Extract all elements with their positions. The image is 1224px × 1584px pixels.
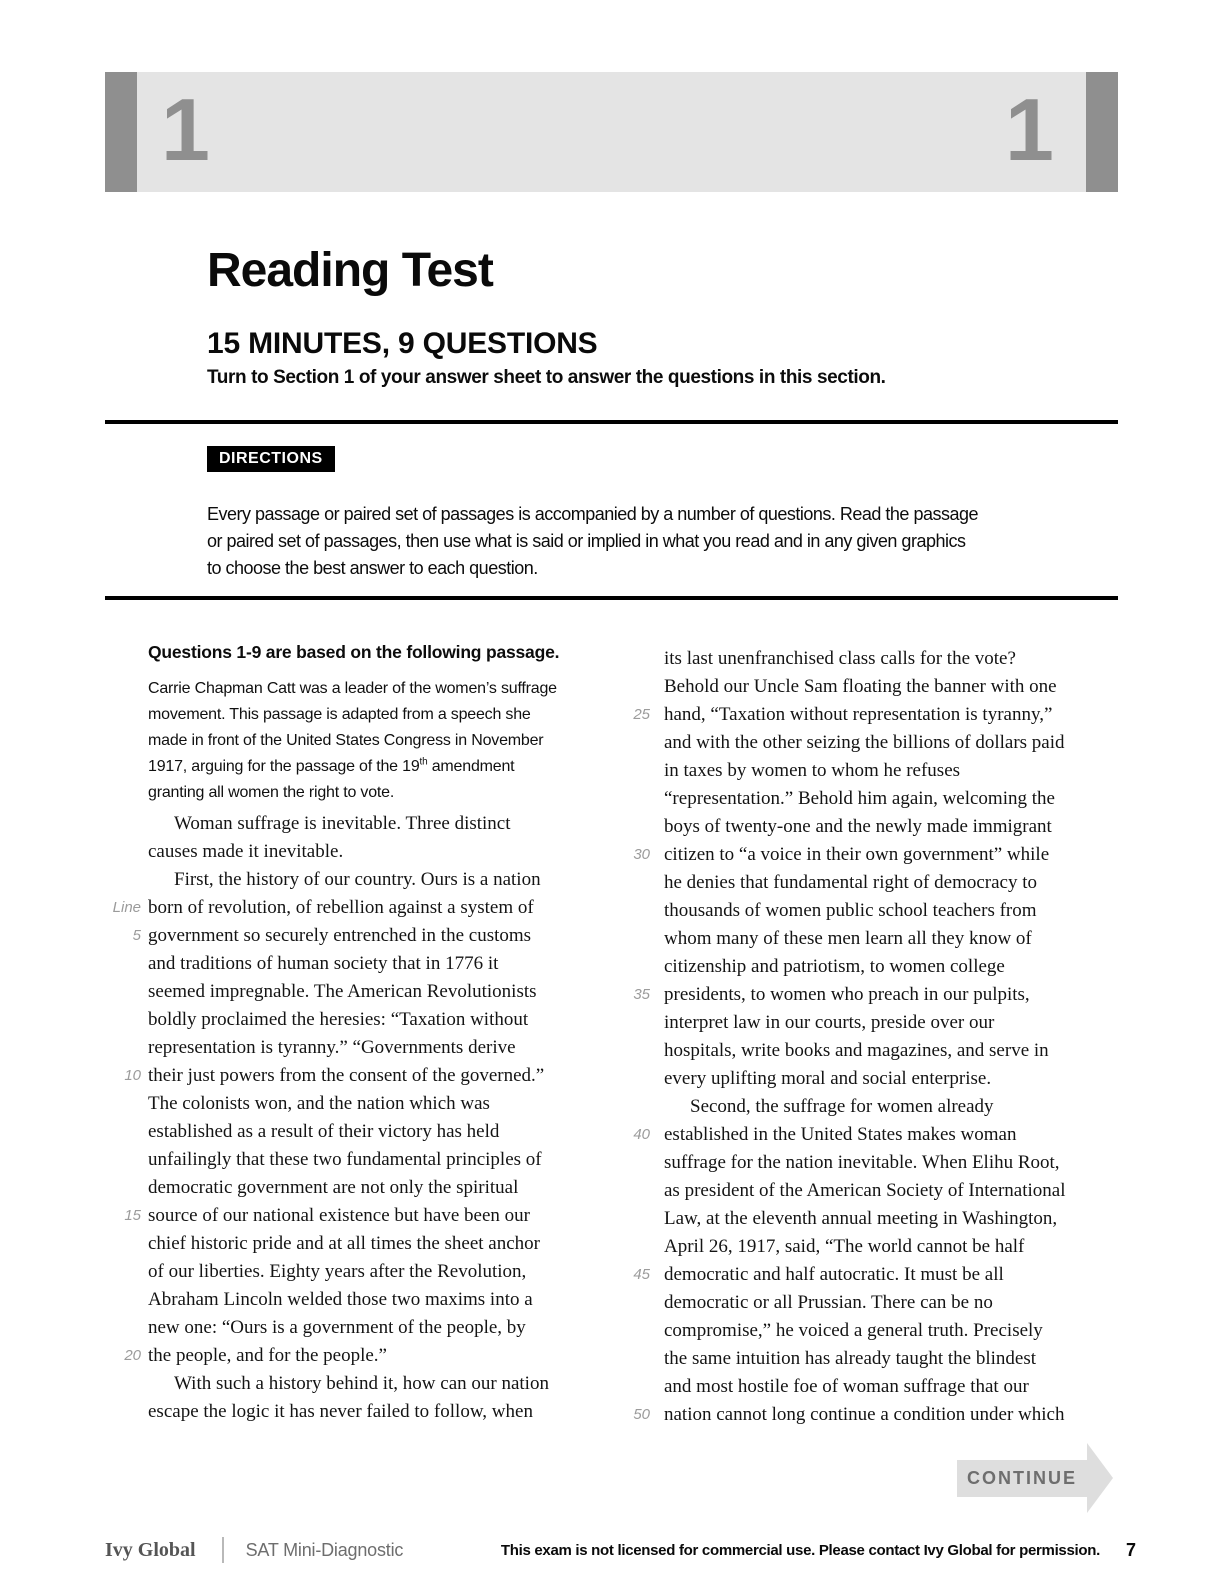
- footer-separator: [222, 1537, 224, 1563]
- line-number: [612, 1317, 650, 1345]
- passage-line-text: boys of twenty-one and the newly made immigrant: [664, 816, 1052, 837]
- line-number: 15: [124, 1207, 141, 1224]
- section-duration: 15 MINUTES, 9 QUESTIONS: [207, 327, 598, 360]
- passage-line: [105, 950, 549, 978]
- line-number: [612, 1205, 650, 1233]
- continue-label: CONTINUE: [967, 1468, 1077, 1488]
- line-number: [612, 1177, 650, 1205]
- line-number: [612, 925, 650, 953]
- passage-line-text: the same intuition has already taught the blindest: [664, 1348, 1036, 1369]
- passage-line: [612, 897, 1066, 925]
- passage-line-text: causes made it inevitable.: [148, 841, 344, 862]
- footer-right: [501, 1540, 1136, 1561]
- passage-line-text: Behold our Uncle Sam floating the banner with one: [664, 676, 1057, 697]
- passage-line-text: every uplifting moral and social enterprise.: [664, 1068, 992, 1089]
- passage-line: [105, 978, 549, 1006]
- passage-line-text: government so securely entrenched in the customs: [148, 925, 532, 946]
- passage-line-text: he denies that fundamental right of democracy to: [664, 872, 1038, 893]
- page-number: 7: [1125, 1539, 1136, 1560]
- line-number: [612, 785, 650, 813]
- passage-line: [612, 757, 1066, 785]
- passage-column-right: [612, 645, 1066, 1429]
- passage-line: [612, 1317, 1066, 1345]
- line-number: [612, 869, 650, 897]
- line-number: 25: [633, 706, 650, 723]
- line-number: 5: [132, 927, 141, 944]
- directions-label: DIRECTIONS: [207, 446, 335, 472]
- passage-line: [612, 1373, 1066, 1401]
- line-number: [612, 1373, 650, 1401]
- passage-line: [612, 701, 1066, 729]
- passage-line: [612, 925, 1066, 953]
- passage-line-text: April 26, 1917, said, “The world cannot be half: [664, 1236, 1025, 1257]
- line-number: [105, 1118, 141, 1146]
- line-number: [612, 729, 650, 757]
- line-number: 35: [633, 986, 650, 1003]
- intro-line: Carrie Chapman Catt was a leader of the women’s suffrage: [148, 680, 557, 697]
- bottom-divider: [105, 596, 1118, 600]
- line-number: 40: [633, 1126, 650, 1143]
- line-number: [105, 1174, 141, 1202]
- passage-line-text: hospitals, write books and magazines, and serve in: [664, 1040, 1049, 1061]
- passage-line-text: source of our national existence but have been our: [148, 1205, 530, 1226]
- passage-line-text: democratic government are not only the spiritual: [148, 1177, 519, 1198]
- questions-header: Questions 1-9 are based on the following passage.: [148, 642, 560, 662]
- passage-line: [105, 1202, 549, 1230]
- line-number: 10: [124, 1067, 141, 1084]
- passage-intro: [148, 676, 557, 806]
- passage-line: [612, 1401, 1066, 1429]
- line-number: [612, 1009, 650, 1037]
- passage-line-text: “representation.” Behold him again, welcoming the: [664, 788, 1055, 809]
- passage-line: [105, 1090, 549, 1118]
- line-number: [612, 757, 650, 785]
- passage-line: [612, 1037, 1066, 1065]
- passage-line-text: suffrage for the nation inevitable. When Elihu Root,: [664, 1152, 1060, 1173]
- line-number: [105, 978, 141, 1006]
- passage-line-text: Woman suffrage is inevitable. Three distinct: [174, 813, 511, 834]
- passage-line-text: presidents, to women who preach in our pulpits,: [664, 984, 1030, 1005]
- passage-line: [612, 1345, 1066, 1373]
- line-number: [612, 1093, 650, 1121]
- line-number: [105, 1398, 141, 1426]
- passage-line-text: democratic or all Prussian. There can be no: [664, 1292, 993, 1313]
- passage-line: [105, 894, 549, 922]
- passage-line: [612, 1149, 1066, 1177]
- line-number: [105, 866, 141, 894]
- passage-line: [105, 838, 549, 866]
- passage-line: [612, 729, 1066, 757]
- line-number: [612, 1345, 650, 1373]
- passage-line: [612, 869, 1066, 897]
- passage-line: [612, 841, 1066, 869]
- passage-line: [105, 1174, 549, 1202]
- passage-line-text: as president of the American Society of International: [664, 1180, 1066, 1201]
- passage-line: [612, 645, 1066, 673]
- passage-line: [612, 1121, 1066, 1149]
- line-number: [612, 1065, 650, 1093]
- passage-column-left: [105, 810, 549, 1426]
- banner-left-bar: [105, 72, 137, 192]
- directions-line: to choose the best answer to each question.: [207, 558, 538, 578]
- passage-line-text: escape the logic it has never failed to follow, when: [148, 1401, 533, 1422]
- passage-line: [612, 813, 1066, 841]
- passage-line-text: the people, and for the people.”: [148, 1345, 387, 1366]
- passage-line-text: chief historic pride and at all times the sheet anchor: [148, 1233, 540, 1254]
- line-number: [612, 1233, 650, 1261]
- passage-line-text: The colonists won, and the nation which was: [148, 1093, 490, 1114]
- line-number: [105, 810, 141, 838]
- passage-line-text: First, the history of our country. Ours is a nation: [174, 869, 541, 890]
- passage-line: [612, 953, 1066, 981]
- passage-line-text: of our liberties. Eighty years after the Revolution,: [148, 1261, 527, 1282]
- directions-text: [207, 501, 978, 582]
- brand-logo: Ivy Global: [105, 1538, 196, 1561]
- line-number: 50: [633, 1406, 650, 1423]
- passage-line-text: compromise,” he voiced a general truth. Precisely: [664, 1320, 1043, 1341]
- passage-line: [612, 1289, 1066, 1317]
- passage-line-text: nation cannot long continue a condition under which: [664, 1404, 1065, 1425]
- passage-line-text: citizen to “a voice in their own government” while: [664, 844, 1050, 865]
- passage-line: [612, 1065, 1066, 1093]
- line-number: [105, 950, 141, 978]
- passage-line: [105, 1006, 549, 1034]
- intro-line: made in front of the United States Congress in November: [148, 732, 544, 749]
- passage-line-text: in taxes by women to whom he refuses: [664, 760, 961, 781]
- line-number: [612, 1149, 650, 1177]
- passage-line: [105, 866, 549, 894]
- passage-line: [105, 1342, 549, 1370]
- passage-line-text: boldly proclaimed the heresies: “Taxation without: [148, 1009, 529, 1030]
- passage-line-text: its last unenfranchised class calls for the vote?: [664, 648, 1016, 669]
- passage-line: [612, 1093, 1066, 1121]
- passage-line: [612, 1261, 1066, 1289]
- passage-line: [612, 1009, 1066, 1037]
- passage-line: [105, 1398, 549, 1426]
- line-number: [105, 1034, 141, 1062]
- page-title: Reading Test: [207, 244, 493, 297]
- section-banner: [105, 72, 1118, 192]
- line-number: [612, 673, 650, 701]
- passage-line-text: Abraham Lincoln welded those two maxims into a: [148, 1289, 533, 1310]
- passage-line-text: born of revolution, of rebellion against a system of: [148, 897, 534, 918]
- banner-right-bar: [1086, 72, 1118, 192]
- passage-line-text: thousands of women public school teachers from: [664, 900, 1037, 921]
- passage-line-text: hand, “Taxation without representation is tyranny,”: [664, 704, 1053, 725]
- passage-line-text: seemed impregnable. The American Revolutionists: [148, 981, 537, 1002]
- license-notice: This exam is not licensed for commercial use. Please contact Ivy Global for permission.: [500, 1541, 1100, 1559]
- intro-line: 1917, arguing for the passage of the 19th amendment: [148, 756, 515, 775]
- passage-line-text: interpret law in our courts, preside over our: [664, 1012, 995, 1033]
- passage-line: [105, 1118, 549, 1146]
- passage-line-text: representation is tyranny.” “Governments derive: [148, 1037, 516, 1058]
- passage-line-text: new one: “Ours is a government of the people, by: [148, 1317, 526, 1338]
- line-number: [612, 1037, 650, 1065]
- passage-line: [105, 810, 549, 838]
- passage-line: [105, 1230, 549, 1258]
- line-number: [105, 1006, 141, 1034]
- line-number: [105, 1286, 141, 1314]
- line-number: [105, 1146, 141, 1174]
- line-number: [612, 645, 650, 673]
- section-number-right: 1: [1005, 80, 1054, 179]
- line-number: [105, 838, 141, 866]
- passage-line: [105, 1258, 549, 1286]
- passage-line: [105, 1034, 549, 1062]
- line-number: [612, 813, 650, 841]
- passage-line: [612, 1177, 1066, 1205]
- line-number: [612, 897, 650, 925]
- passage-line-text: citizenship and patriotism, to women college: [664, 956, 1005, 977]
- passage-line-text: and traditions of human society that in 1776 it: [148, 953, 499, 974]
- passage-line-text: democratic and half autocratic. It must be all: [664, 1264, 1004, 1285]
- passage-line: [105, 1062, 549, 1090]
- intro-line: movement. This passage is adapted from a speech she: [148, 706, 531, 723]
- passage-line-text: their just powers from the consent of the governed.”: [148, 1065, 545, 1086]
- passage-line: [105, 1314, 549, 1342]
- passage-line-text: unfailingly that these two fundamental principles of: [148, 1149, 542, 1170]
- passage-line: [105, 1286, 549, 1314]
- line-number: 20: [124, 1347, 141, 1364]
- passage-line-text: Law, at the eleventh annual meeting in Washington,: [664, 1208, 1058, 1229]
- passage-line-text: Second, the suffrage for women already: [690, 1096, 994, 1117]
- continue-arrow-icon: [1087, 1443, 1113, 1513]
- intro-line: granting all women the right to vote.: [148, 784, 395, 801]
- passage-line: [612, 981, 1066, 1009]
- line-number: [612, 953, 650, 981]
- line-number: [105, 1370, 141, 1398]
- page-footer: [105, 1534, 1136, 1566]
- passage-line: [612, 1205, 1066, 1233]
- superscript-th: th: [419, 756, 428, 768]
- directions-line: Every passage or paired set of passages is accompanied by a number of questions. Read the passage: [207, 504, 978, 524]
- line-number: 30: [633, 846, 650, 863]
- answer-sheet-instruction: Turn to Section 1 of your answer sheet to answer the questions in this section.: [207, 367, 886, 388]
- line-number: 45: [633, 1266, 650, 1283]
- passage-line: [105, 1370, 549, 1398]
- passage-line: [612, 1233, 1066, 1261]
- passage-line: [105, 922, 549, 950]
- top-divider: [105, 420, 1118, 424]
- line-number: [105, 1314, 141, 1342]
- passage-line: [105, 1146, 549, 1174]
- product-name: SAT Mini-Diagnostic: [245, 1539, 404, 1560]
- line-number: [105, 1090, 141, 1118]
- passage-line-text: established as a result of their victory has held: [148, 1121, 500, 1142]
- passage-line-text: With such a history behind it, how can our nation: [174, 1373, 549, 1394]
- line-number: [612, 1289, 650, 1317]
- passage-line: [612, 785, 1066, 813]
- passage-line-text: whom many of these men learn all they know of: [664, 928, 1032, 949]
- directions-line: or paired set of passages, then use what is said or implied in what you read and in any given graphics: [207, 531, 966, 551]
- passage-line-text: and most hostile foe of woman suffrage that our: [664, 1376, 1029, 1397]
- passage-line-text: established in the United States makes woman: [664, 1124, 1017, 1145]
- line-number: Line: [112, 899, 141, 916]
- passage-line-text: and with the other seizing the billions of dollars paid: [664, 732, 1065, 753]
- continue-button[interactable]: [957, 1460, 1087, 1497]
- passage-line: [612, 673, 1066, 701]
- line-number: [105, 1230, 141, 1258]
- line-number: [105, 1258, 141, 1286]
- section-number-left: 1: [161, 80, 210, 179]
